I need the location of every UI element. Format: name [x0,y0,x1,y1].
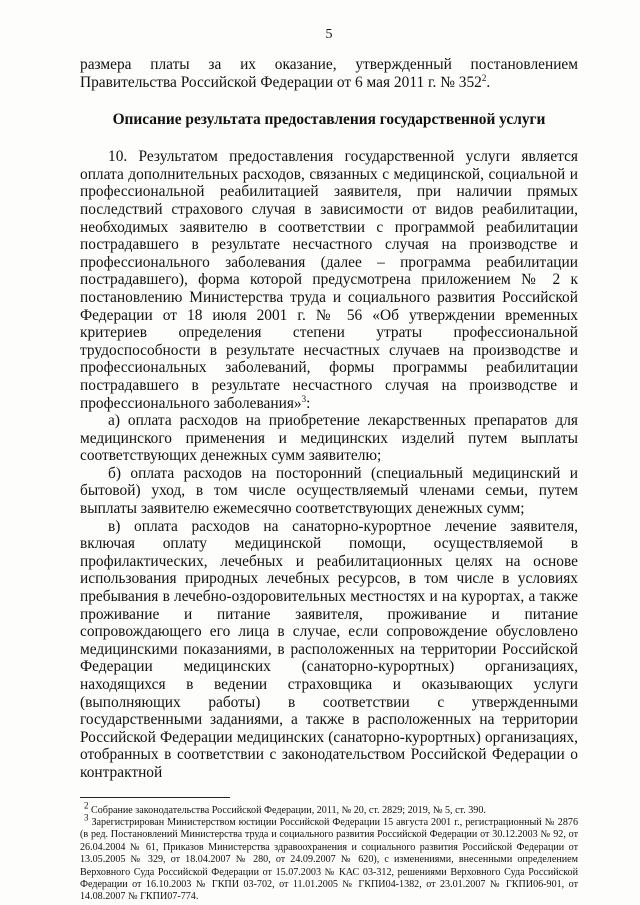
footnote-separator [80,797,230,798]
footnote-3 [80,812,578,904]
page-number: 5 [325,27,333,42]
item-v: в) оплата расходов на санаторно-курортное лечение заявителя, включая оплату медицинской помощи, осуществляемой в профилактических, лечебных и реабилитационных целях на основе использования природных лечебных ресурсов, в том числе в условиях пребывания в лечебно-оздоровительных местностях и на курортах, а также проживание и питание заявителя, проживание и питание сопровождающего его лица в случае, если сопровождение обусловлено медицинскими показаниями, в расположенных на территории Российской Федерации медицинских (санаторно-курортных) организациях, находящихся в ведении страховщика и оказывающих услуги (выполняющих работы) в соответствии с утвержденными государственными заданиями, а также в расположенных на территории Российской Федерации медицинских (санаторно-курортных) организациях, отобранных в соответствии с законодательством Российской Федерации о контрактной [80,517,578,781]
intro-tail: . [486,73,491,91]
footnote-2-mark: 2 [84,800,89,811]
item-b: б) оплата расходов на посторонний (специальный медицинский и бытовой) уход, в том числе осуществляемый членами семьи, путем выплаты заявителю ежемесячно соответствующих денежных сумм; [80,464,578,518]
document-page [80,0,578,904]
footnote-3-mark: 3 [84,812,89,823]
paragraph-10-tail: : [306,394,311,412]
intro-text: размера платы за их оказание, утвержденный постановлением Правительства Российской Федерации от 6 мая 2011 г. № 352 [80,56,578,91]
footnote-2-text: Собрание законодательства Российской Федерации, 2011, № 20, ст. 2829; 2019, № 5, ст. 390. [91,804,486,816]
footnote-ref-3[interactable]: 3 [301,393,307,404]
intro-paragraph [80,56,578,91]
item-a: а) оплата расходов на приобретение лекарственных препаратов для медицинского применения и медицинских изделий путем выплаты соответствующих денежных сумм заявителю; [80,412,578,465]
footnote-2 [80,800,578,817]
paragraph-10-text: 10. Результатом предоставления государственной услуги является оплата дополнительных расходов, связанных с медицинской, социальной и профессиональной реабилитацией заявителя, при наличии прямых последствий страхового случая в зависимости от видов реабилитации, необходимых заявителю в соответствии с программой реабилитации пострадавшего в результате несчастного случая на производстве и профессионального заболевания (далее – программа реабилитации пострадавшего), форма которой предусмотрена приложением № 2 к постановлению Министерства труда и социального развития Российской Федерации от 18 июля 2001 г. № 56 «Об утверждении временных критериев определения степени утраты профессиональной трудоспособности в результате несчастных случаев на производстве и профессиональных заболеваний, формы программы реабилитации пострадавшего в результате несчастного случая на производстве и профессионального заболевания» [80,148,578,412]
footnote-ref-2[interactable]: 2 [481,72,487,83]
paragraph-10 [80,148,578,412]
footnote-3-text: Зарегистрирован Министерством юстиции Российской Федерации 15 августа 2001 г., регистрационный № 2876 (в ред. Постановлений Министерства труда и социального развития Российской Федерации от 30.12.2003 № 92, от 26.04.2004 № 61, Приказов Министерства здравоохранения и социального развития Российской Федерации от 13.05.2005 № 329, от 18.04.2007 № 280, от 24.09.2007 № 620), с изменениями, внесенными определением Верховного Суда Российской Федерации от 15.07.2003 № КАС 03-312, решениями Верховного Суда Российской Федерации от 16.10.2003 № ГКПИ 03-702, от 11.01.2005 № ГКПИ04-1382, от 23.01.2007 № ГКПИ06-901, от 14.08.2007 № ГКПИ07-774. [80,816,578,903]
section-heading: Описание результата предоставления государственной услуги [112,111,546,129]
